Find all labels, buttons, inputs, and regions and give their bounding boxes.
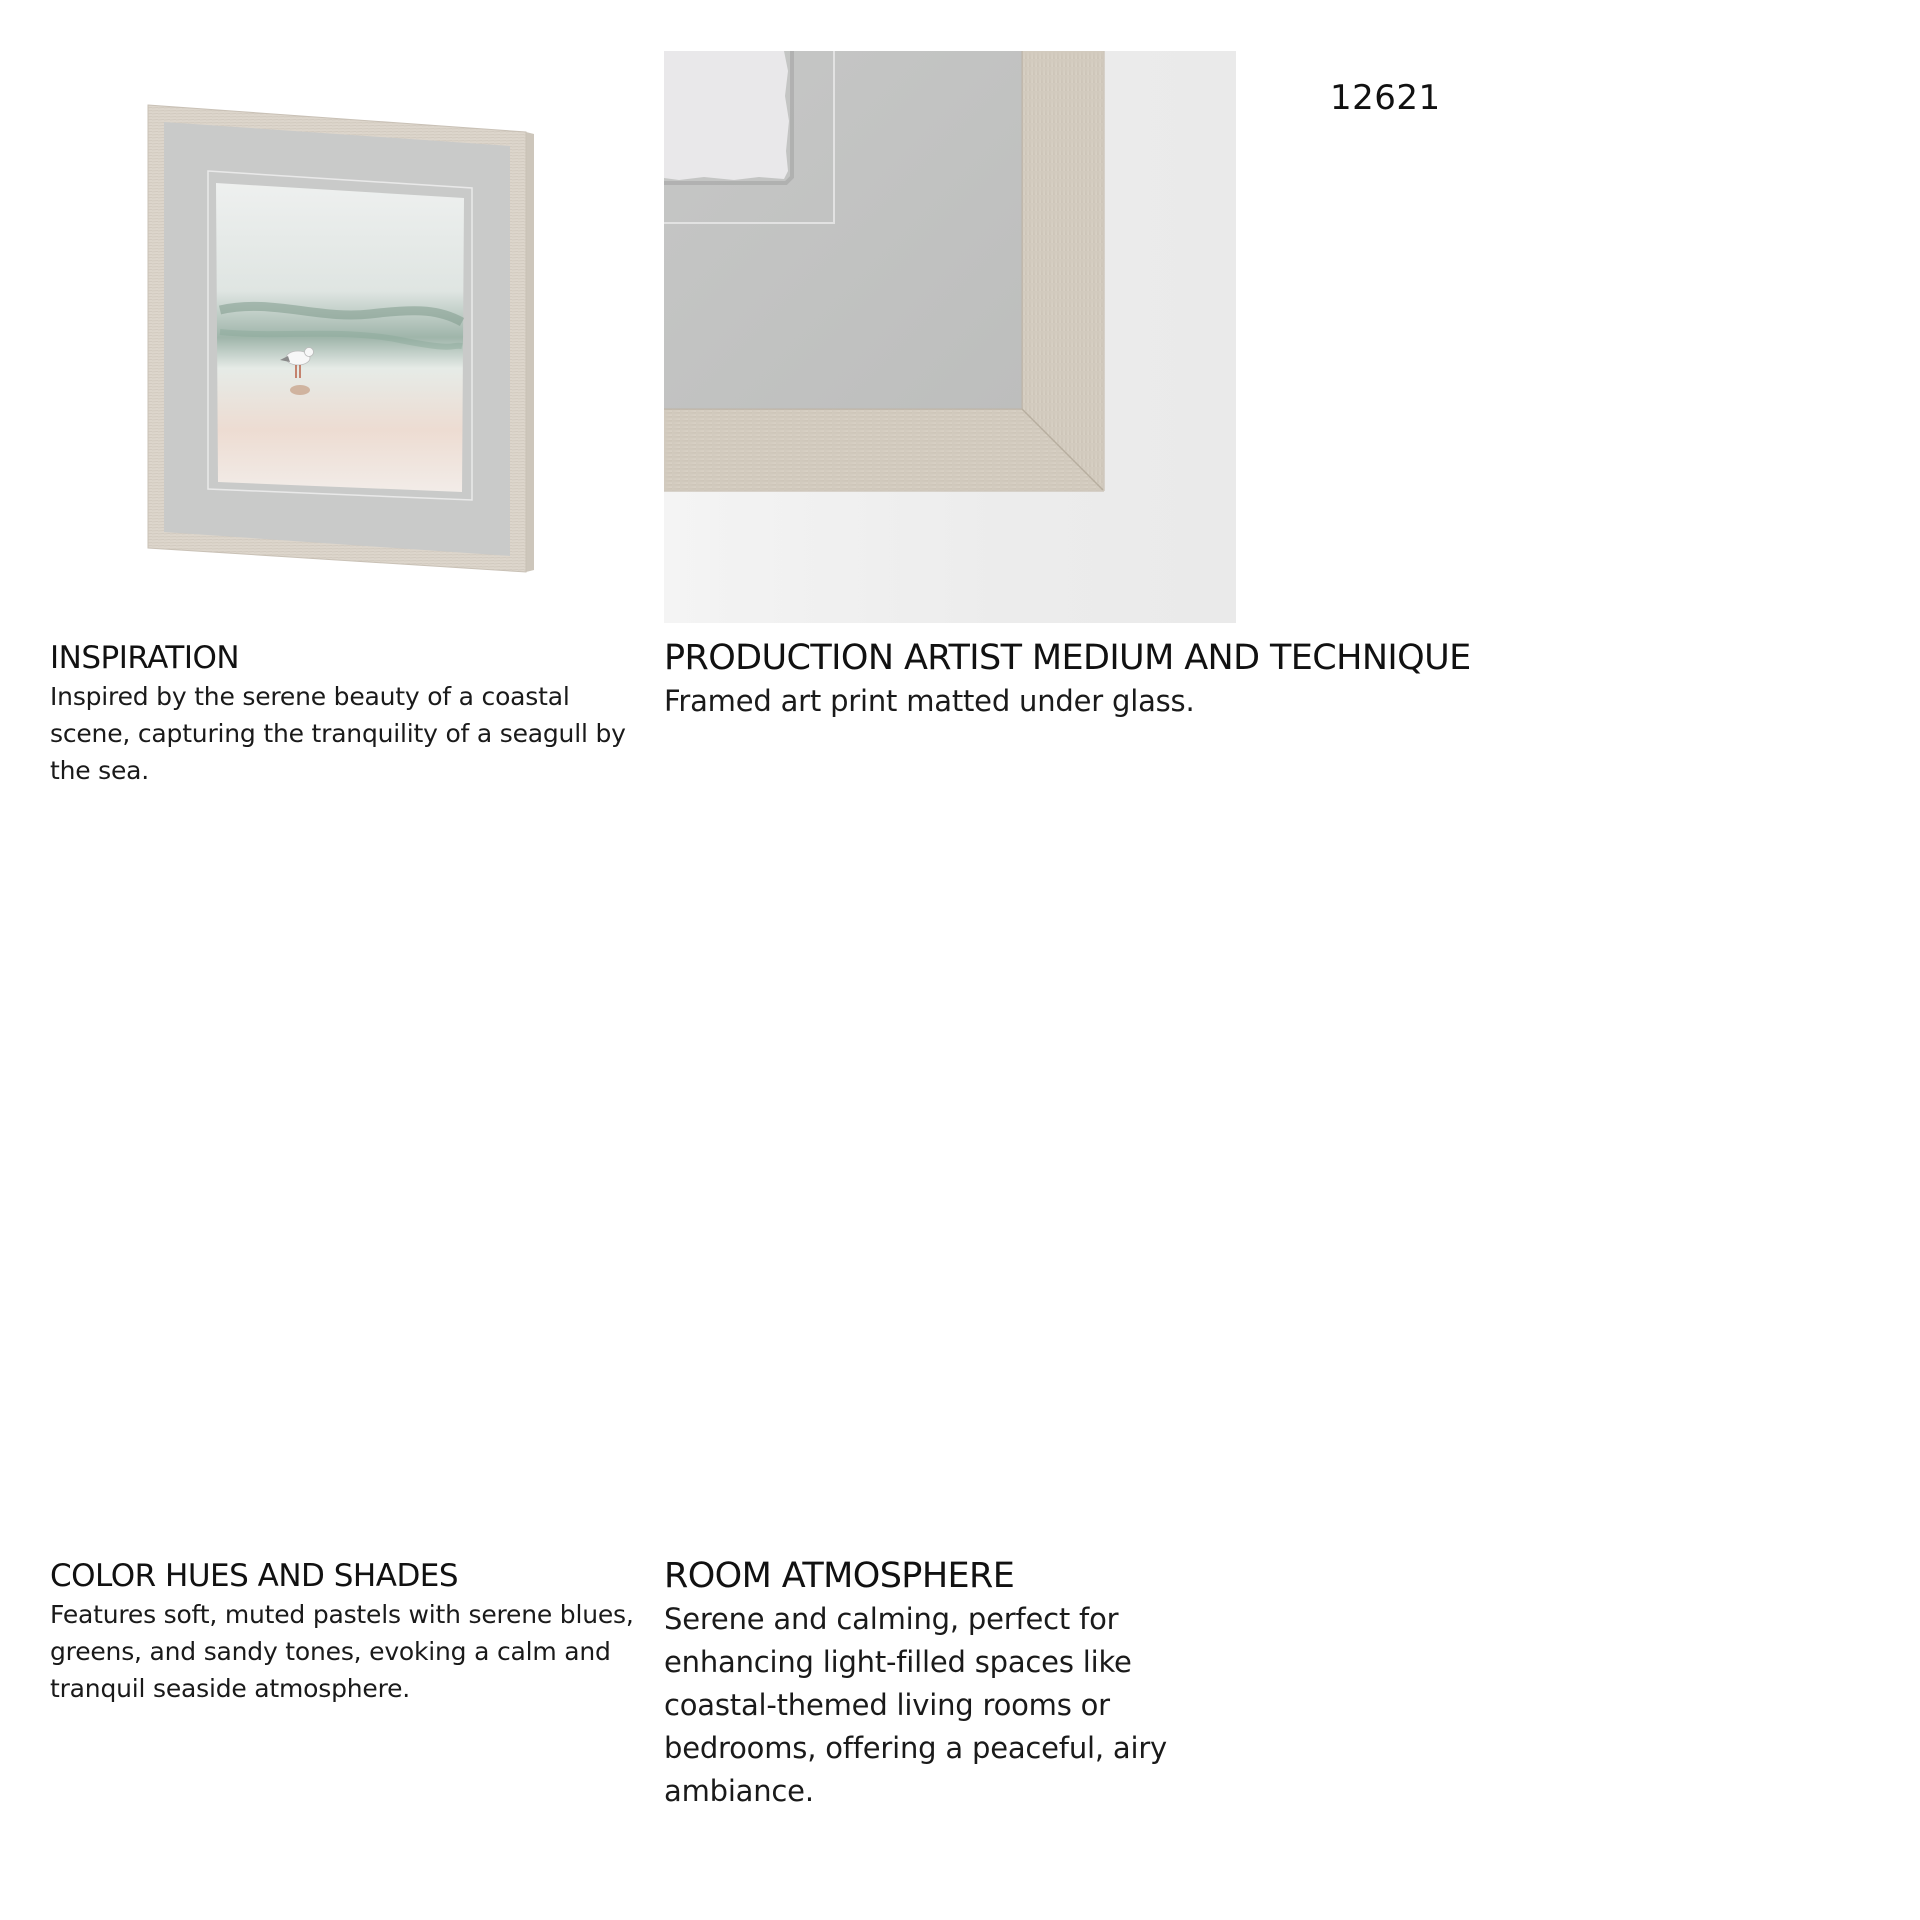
inspiration-text: Inspired by the serene beauty of a coastal scene, capturing the tranquility of a seagull by the sea. bbox=[50, 682, 626, 785]
inspiration-section bbox=[50, 638, 640, 789]
color-title: COLOR HUES AND SHADES bbox=[50, 1558, 459, 1594]
color-section bbox=[50, 1556, 640, 1707]
print-corner bbox=[664, 51, 789, 180]
production-section bbox=[664, 636, 1524, 723]
frame-side bbox=[526, 132, 534, 572]
framed-print-svg bbox=[140, 100, 540, 580]
room-title: ROOM ATMOSPHERE bbox=[664, 1556, 1015, 1596]
color-text: Features soft, muted pastels with serene blues, greens, and sandy tones, evoking a calm and tranquil seaside atmosphere. bbox=[50, 1600, 634, 1703]
production-title: PRODUCTION ARTIST MEDIUM AND TECHNIQUE bbox=[664, 638, 1471, 678]
inspiration-title: INSPIRATION bbox=[50, 640, 240, 676]
framed-print-image bbox=[140, 100, 540, 580]
frame-corner-svg bbox=[664, 51, 1236, 623]
room-text: Serene and calming, perfect for enhancing light-filled spaces like coastal-themed living rooms or bedrooms, offering a peaceful, airy ambiance. bbox=[664, 1602, 1168, 1808]
room-section bbox=[664, 1554, 1224, 1813]
frame-corner-image bbox=[664, 51, 1236, 623]
print-artwork bbox=[216, 183, 464, 492]
product-code: 12621 bbox=[1330, 78, 1441, 118]
production-text: Framed art print matted under glass. bbox=[664, 684, 1195, 718]
